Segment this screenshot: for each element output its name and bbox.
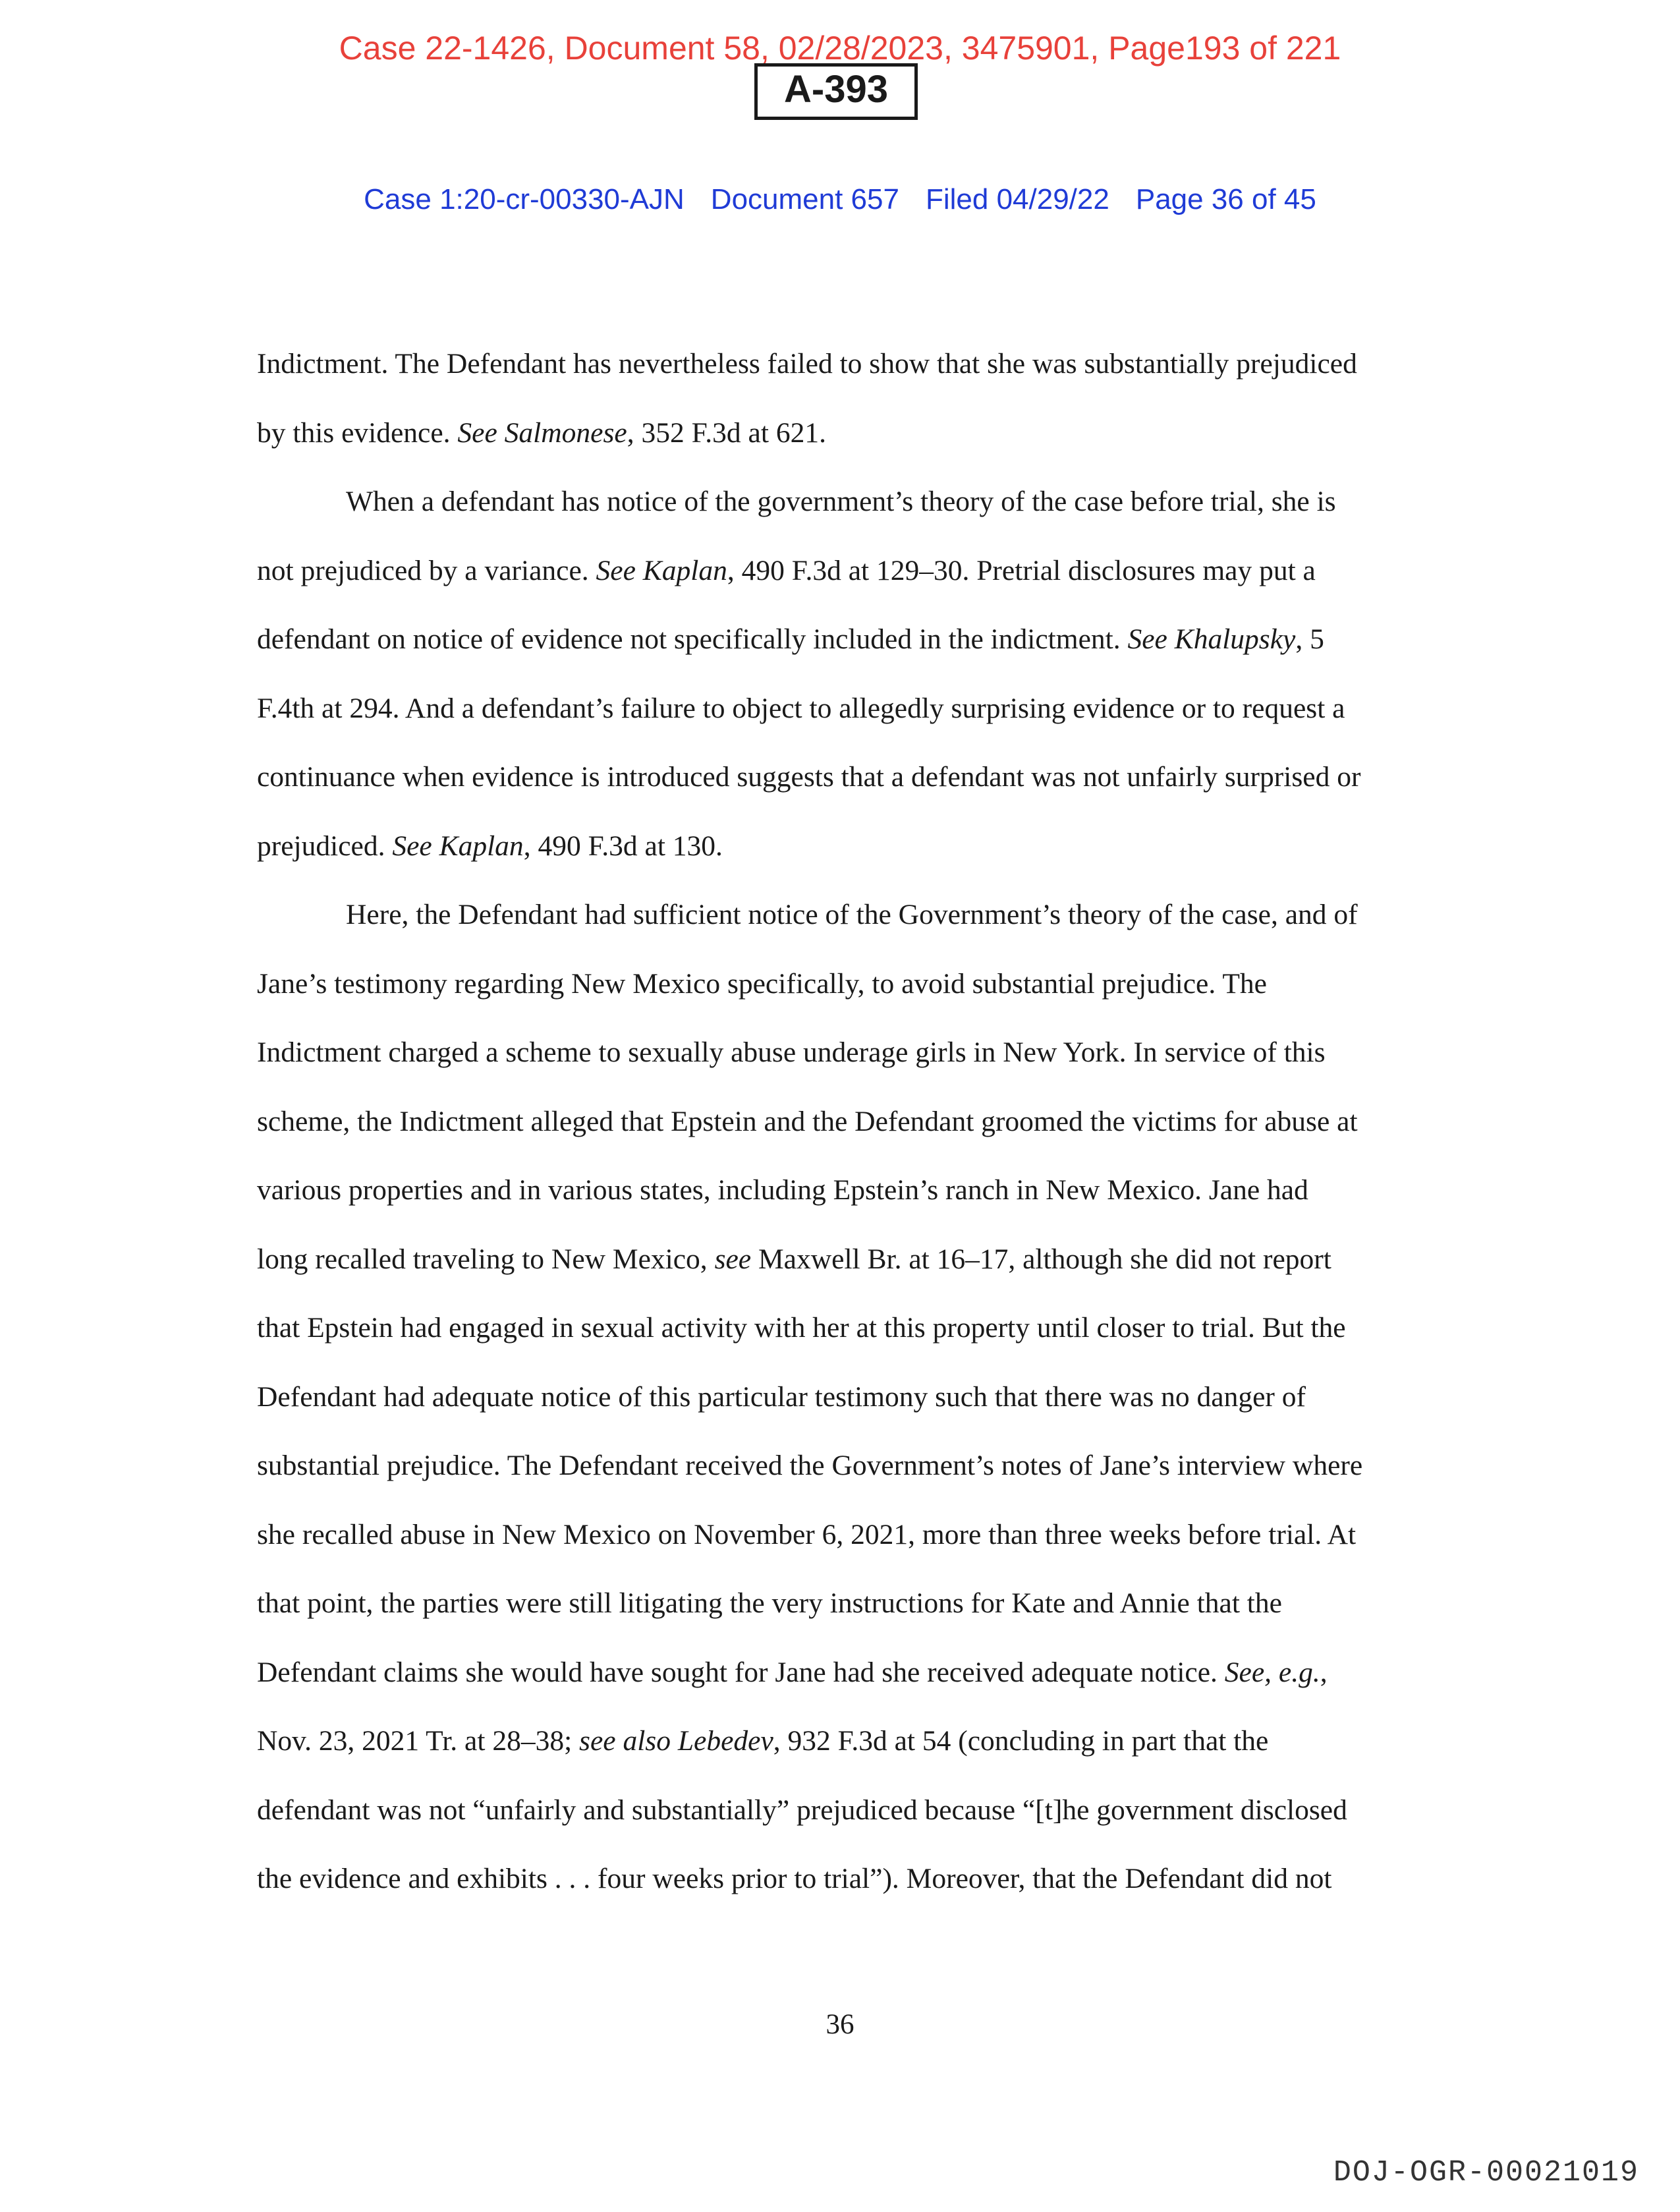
body-line: substantial prejudice. The Defendant received the Government’s notes of Jane’s interview where [257,1450,1363,1481]
exhibit-label: A-393 [784,68,888,111]
document-body [257,329,1416,1914]
case-citation: See Khalupsky [1127,623,1296,655]
body-line: defendant was not “unfairly and substantially” prejudiced because “[t]he government disclosed [257,1794,1347,1826]
body-line: defendant on notice of evidence not specifically included in the indictment. See Khalupsky, 5 [257,623,1324,655]
body-line: by this evidence. See Salmonese, 352 F.3d at 621. [257,416,826,449]
body-line: the evidence and exhibits . . . four weeks prior to trial”). Moreover, that the Defendant did not [257,1863,1332,1894]
paragraph-start: When a defendant has notice of the government’s theory of the case before trial, she is [346,486,1336,517]
district-filed-date: Filed 04/29/22 [925,183,1109,215]
body-line: Defendant had adequate notice of this particular testimony such that there was no danger of [257,1380,1306,1413]
district-case-header [0,183,1680,216]
district-document-number: Document 657 [710,183,899,215]
body-line: Defendant claims she would have sought for Jane had she received adequate notice. See, e.g., [257,1656,1328,1688]
body-line: that point, the parties were still litigating the very instructions for Kate and Annie that the [257,1587,1282,1619]
body-line: not prejudiced by a variance. See Kaplan, 490 F.3d at 129–30. Pretrial disclosures may put a [257,554,1316,586]
body-line: continuance when evidence is introduced suggests that a defendant was not unfairly surprised or [257,761,1361,793]
body-line: F.4th at 294. And a defendant’s failure to object to allegedly surprising evidence or to request a [257,692,1345,724]
exhibit-label-box [754,63,918,120]
body-line: Nov. 23, 2021 Tr. at 28–38; see also Lebedev, 932 F.3d at 54 (concluding in part that the [257,1725,1269,1757]
page-number: 36 [826,2009,854,2040]
citation-signal: see [714,1243,752,1275]
citation-signal: See, e.g. [1224,1656,1320,1688]
district-case-number: Case 1:20-cr-00330-AJN [364,183,685,215]
case-citation: See Salmonese [457,416,627,449]
district-page-count: Page 36 of 45 [1135,183,1316,215]
body-line: Jane’s testimony regarding New Mexico specifically, to avoid substantial prejudice. The [257,967,1267,1000]
body-line: Indictment. The Defendant has nevertheless failed to show that she was substantially prejudiced [257,348,1357,380]
body-line: scheme, the Indictment alleged that Epstein and the Defendant groomed the victims for abuse at [257,1105,1358,1137]
paragraph-start: Here, the Defendant had sufficient notice of the Government’s theory of the case, and of [346,899,1358,930]
case-citation: See Kaplan [392,830,524,862]
body-line: various properties and in various states, including Epstein’s ranch in New Mexico. Jane had [257,1174,1308,1206]
case-citation: see also Lebedev [579,1725,773,1757]
body-line: Indictment charged a scheme to sexually abuse underage girls in New York. In service of this [257,1036,1326,1068]
body-line: long recalled traveling to New Mexico, see Maxwell Br. at 16–17, although she did not report [257,1243,1331,1275]
body-line: prejudiced. See Kaplan, 490 F.3d at 130. [257,830,723,862]
body-line: she recalled abuse in New Mexico on November 6, 2021, more than three weeks before trial. At [257,1518,1357,1550]
body-line: that Epstein had engaged in sexual activity with her at this property until closer to trial. But the [257,1312,1346,1344]
case-citation: See Kaplan [596,554,727,586]
appellate-case-stamp: Case 22-1426, Document 58, 02/28/2023, 3475901, Page193 of 221 [339,30,1341,67]
bates-number: DOJ-OGR-00021019 [1333,2156,1639,2190]
